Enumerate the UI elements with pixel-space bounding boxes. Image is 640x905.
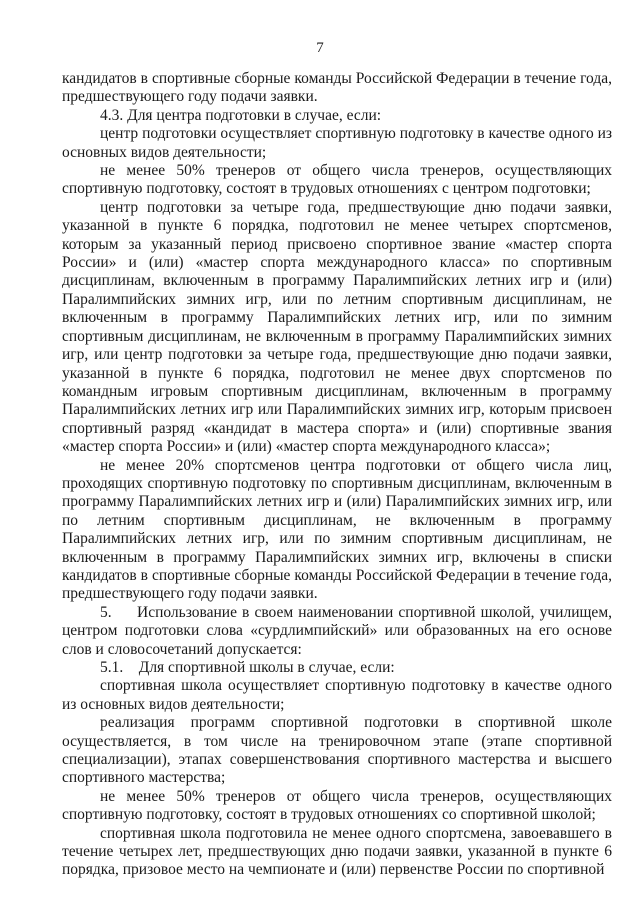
clause-5-heading: 5. Использование в своем наименовании спортивной школой, училищем, центром подготовки слова «сурдлимпийский» или образованных на его основе слов и словосочетаний допускается: xyxy=(62,603,612,658)
paragraph: не менее 50% тренеров от общего числа тренеров, осуществляющих спортивную подготовку, состоят в трудовых отношениях со спортивной школой; xyxy=(62,787,612,824)
paragraph: реализация программ спортивной подготовки в спортивной школе осуществляется, в том числе на тренировочном этапе (этапе спортивной специализации), этапах совершенствования спортивного мастерства и высшего спортивного мастерства; xyxy=(62,714,612,787)
clause-5-1-heading: 5.1. Для спортивной школы в случае, если: xyxy=(100,659,395,676)
paragraph: спортивная школа осуществляет спортивную подготовку в качестве одного из основных видов деятельности; xyxy=(62,677,612,713)
paragraph: центр подготовки осуществляет спортивную подготовку в качестве одного из основных видов деятельности; xyxy=(62,125,612,161)
document-body xyxy=(62,70,612,880)
paragraph: не менее 20% спортсменов центра подготовки от общего числа лиц, проходящих спортивную подготовку по спортивным дисциплинам, включенным в программу Паралимпийских летних игр и (или) Паралимпийских зимних игр, или по летним спортивным дисциплинам, не включенным в программу Паралимпийских летних игр, или по зимним спортивным дисциплинам, не включенным в программу Паралимпийских зимних игр, включены в списки кандидатов в спортивные сборные команды Российской Федерации в течение года, предшествующего году подачи заявки. xyxy=(62,456,612,603)
paragraph: центр подготовки за четыре года, предшествующие дню подачи заявки, указанной в пункте 6 порядка, подготовил не менее четырех спортсменов, которым за указанный период присвоено спортивное звание «мастер спорта России» и (или) «мастер спорта международного класса» по спортивным дисциплинам, включенным в программу Паралимпийских летних игр и (или) Паралимпийских зимних игр, или по летним спортивным дисциплинам, не включенным в программу Паралимпийских летних игр, или по зимним спортивным дисциплинам, не включенным в программу Паралимпийских зимних игр, или центр подготовки за четыре года, предшествующие дню подачи заявки, указанной в пункте 6 порядка, подготовил не менее двух спортсменов по командным игровым спортивным дисциплинам, включенным в программу Паралимпийских летних игр или Паралимпийских зимних игр, которым присвоен спортивный разряд «кандидат в мастера спорта» и (или) спортивные звания «мастер спорта России» и (или) «мастер спорта международного класса»; xyxy=(62,198,612,456)
page-number: 7 xyxy=(316,40,324,56)
clause-4-3-heading: 4.3. Для центра подготовки в случае, если: xyxy=(100,106,382,124)
paragraph-continuation: кандидатов в спортивные сборные команды Российской Федерации в течение года, предшествующего году подачи заявки. xyxy=(62,70,612,106)
paragraph: не менее 50% тренеров от общего числа тренеров, осуществляющих спортивную подготовку, состоят в трудовых отношениях с центром подготовки; xyxy=(62,162,612,198)
paragraph: спортивная школа подготовила не менее одного спортсмена, завоевавшего в течение четырех лет, предшествующих дню подачи заявки, указанной в пункте 6 порядка, призовое место на чемпионате и (или) первенстве России по спортивной xyxy=(62,824,612,879)
